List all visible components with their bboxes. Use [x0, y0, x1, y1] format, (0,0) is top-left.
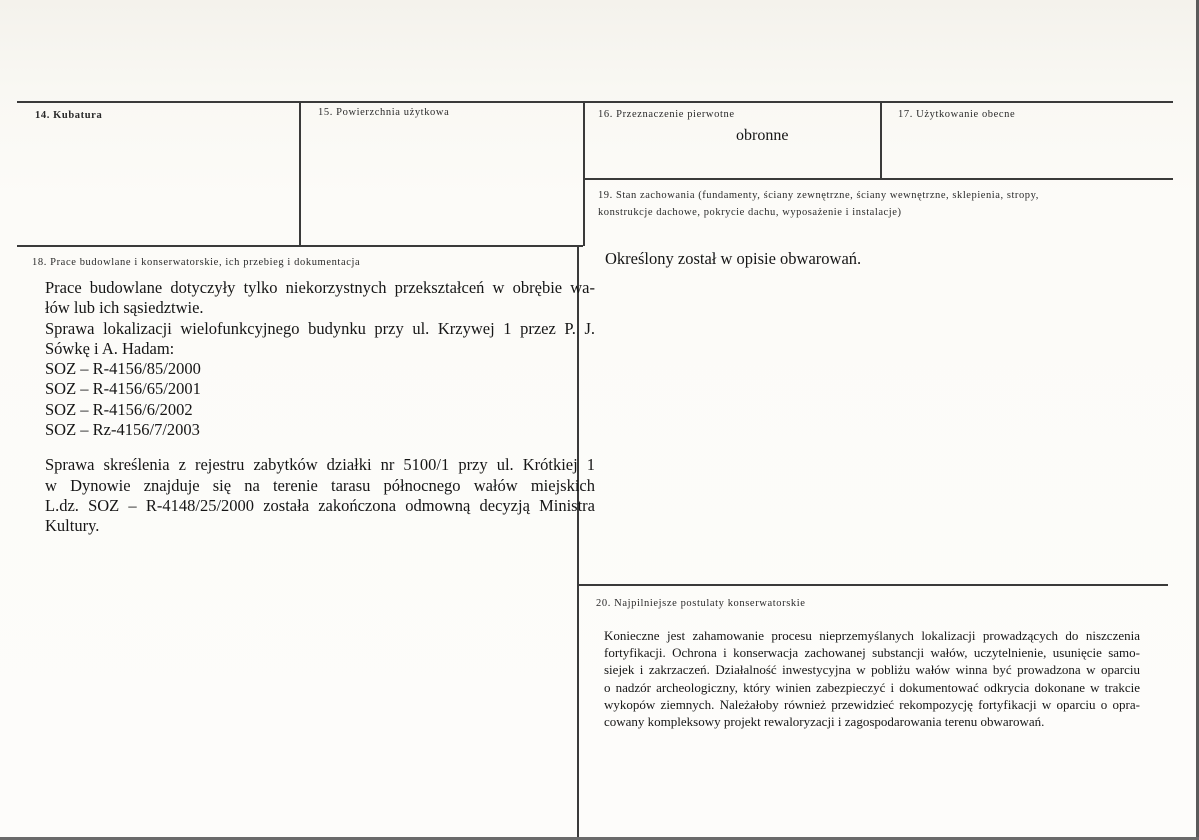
field-20-line: Konieczne jest zahamowanie procesu nieprzemyślanych lokalizacji prowadzących do niszczenia	[604, 628, 1140, 643]
divider-15-16	[583, 101, 585, 246]
field-19-label-line-1: 19. Stan zachowania (fundamenty, ściany zewnętrzne, ściany wewnętrzne, sklepienia, stropy,	[598, 190, 1039, 201]
field-18-line: w Dynowie znajduje się na terenie tarasu północnego wałów miejskich	[45, 475, 595, 495]
field-18-line: SOZ – R-4156/6/2002	[45, 399, 193, 419]
field-18-gap	[45, 440, 595, 455]
field-18-line: łów lub ich sąsiedztwie.	[45, 298, 204, 318]
field-14-label: 14. Kubatura	[35, 110, 103, 121]
field-18-line: Sprawa skreślenia z rejestru zabytków działki nr 5100/1 przy ul. Krótkiej 1	[45, 455, 595, 475]
field-20-line: wykopów ziemnych. Należałoby również przewidzieć rekompozycję fortyfikacji w oparciu o opra-	[604, 696, 1140, 712]
field-20-text	[604, 627, 1140, 730]
field-17-label: 17. Użytkowanie obecne	[898, 109, 1016, 120]
field-18-text	[45, 278, 595, 537]
field-19-value: Określony został w opisie obwarowań.	[605, 249, 862, 268]
field-18-line: SOZ – Rz-4156/7/2003	[45, 420, 200, 440]
field-20-line: o nadzór archeologiczny, który winien zabezpieczyć i dokumentować odkrycia dokonane w trakcie	[604, 679, 1140, 695]
field-18-line: Prace budowlane dotyczyły tylko niekorzystnych przekształceń w obrębie wa-	[45, 278, 595, 297]
field-18-line: Sówkę i A. Hadam:	[45, 338, 175, 358]
field-16-label: 16. Przeznaczenie pierwotne	[598, 109, 735, 120]
divider-16-17	[880, 101, 882, 179]
field-18-label: 18. Prace budowlane i konserwatorskie, ich przebieg i dokumentacja	[32, 257, 361, 268]
field-20-line: fortyfikacji. Ochrona i konserwacja zachowanej substancji wałów, uczytelnienie, usunięcie samo-	[604, 645, 1140, 661]
field-20-label: 20. Najpilniejsze postulaty konserwatorskie	[596, 598, 806, 609]
rule-18-top	[17, 245, 583, 247]
field-15-label: 15. Powierzchnia użytkowa	[318, 107, 450, 118]
rule-20-top	[578, 584, 1168, 586]
field-16-value: obronne	[736, 127, 789, 144]
field-18-line: Kultury.	[45, 516, 100, 536]
field-18-line: SOZ – R-4156/85/2000	[45, 359, 201, 379]
field-18-line: Sprawa lokalizacji wielofunkcyjnego budynku przy ul. Krzywej 1 przez P. J.	[45, 318, 595, 338]
rule-16-19	[583, 178, 1173, 180]
field-20-line: cowany kompleksowy projekt rewaloryzacji i zagospodarowania terenu obwarowań.	[604, 714, 1045, 730]
top-rule	[17, 101, 1173, 103]
field-19-label	[598, 187, 1039, 221]
divider-14-15	[299, 101, 301, 246]
field-18-line: L.dz. SOZ – R-4148/25/2000 została zakończona odmowną decyzją Ministra	[45, 495, 595, 515]
field-20-line: siejek i zakrzaczeń. Działalność inwestycyjna w pobliżu wałów winna być prowadzona w oparciu	[604, 662, 1140, 678]
field-18-line: SOZ – R-4156/65/2001	[45, 379, 201, 399]
field-19-label-line-2: konstrukcje dachowe, pokrycie dachu, wyposażenie i instalacje)	[598, 207, 902, 218]
